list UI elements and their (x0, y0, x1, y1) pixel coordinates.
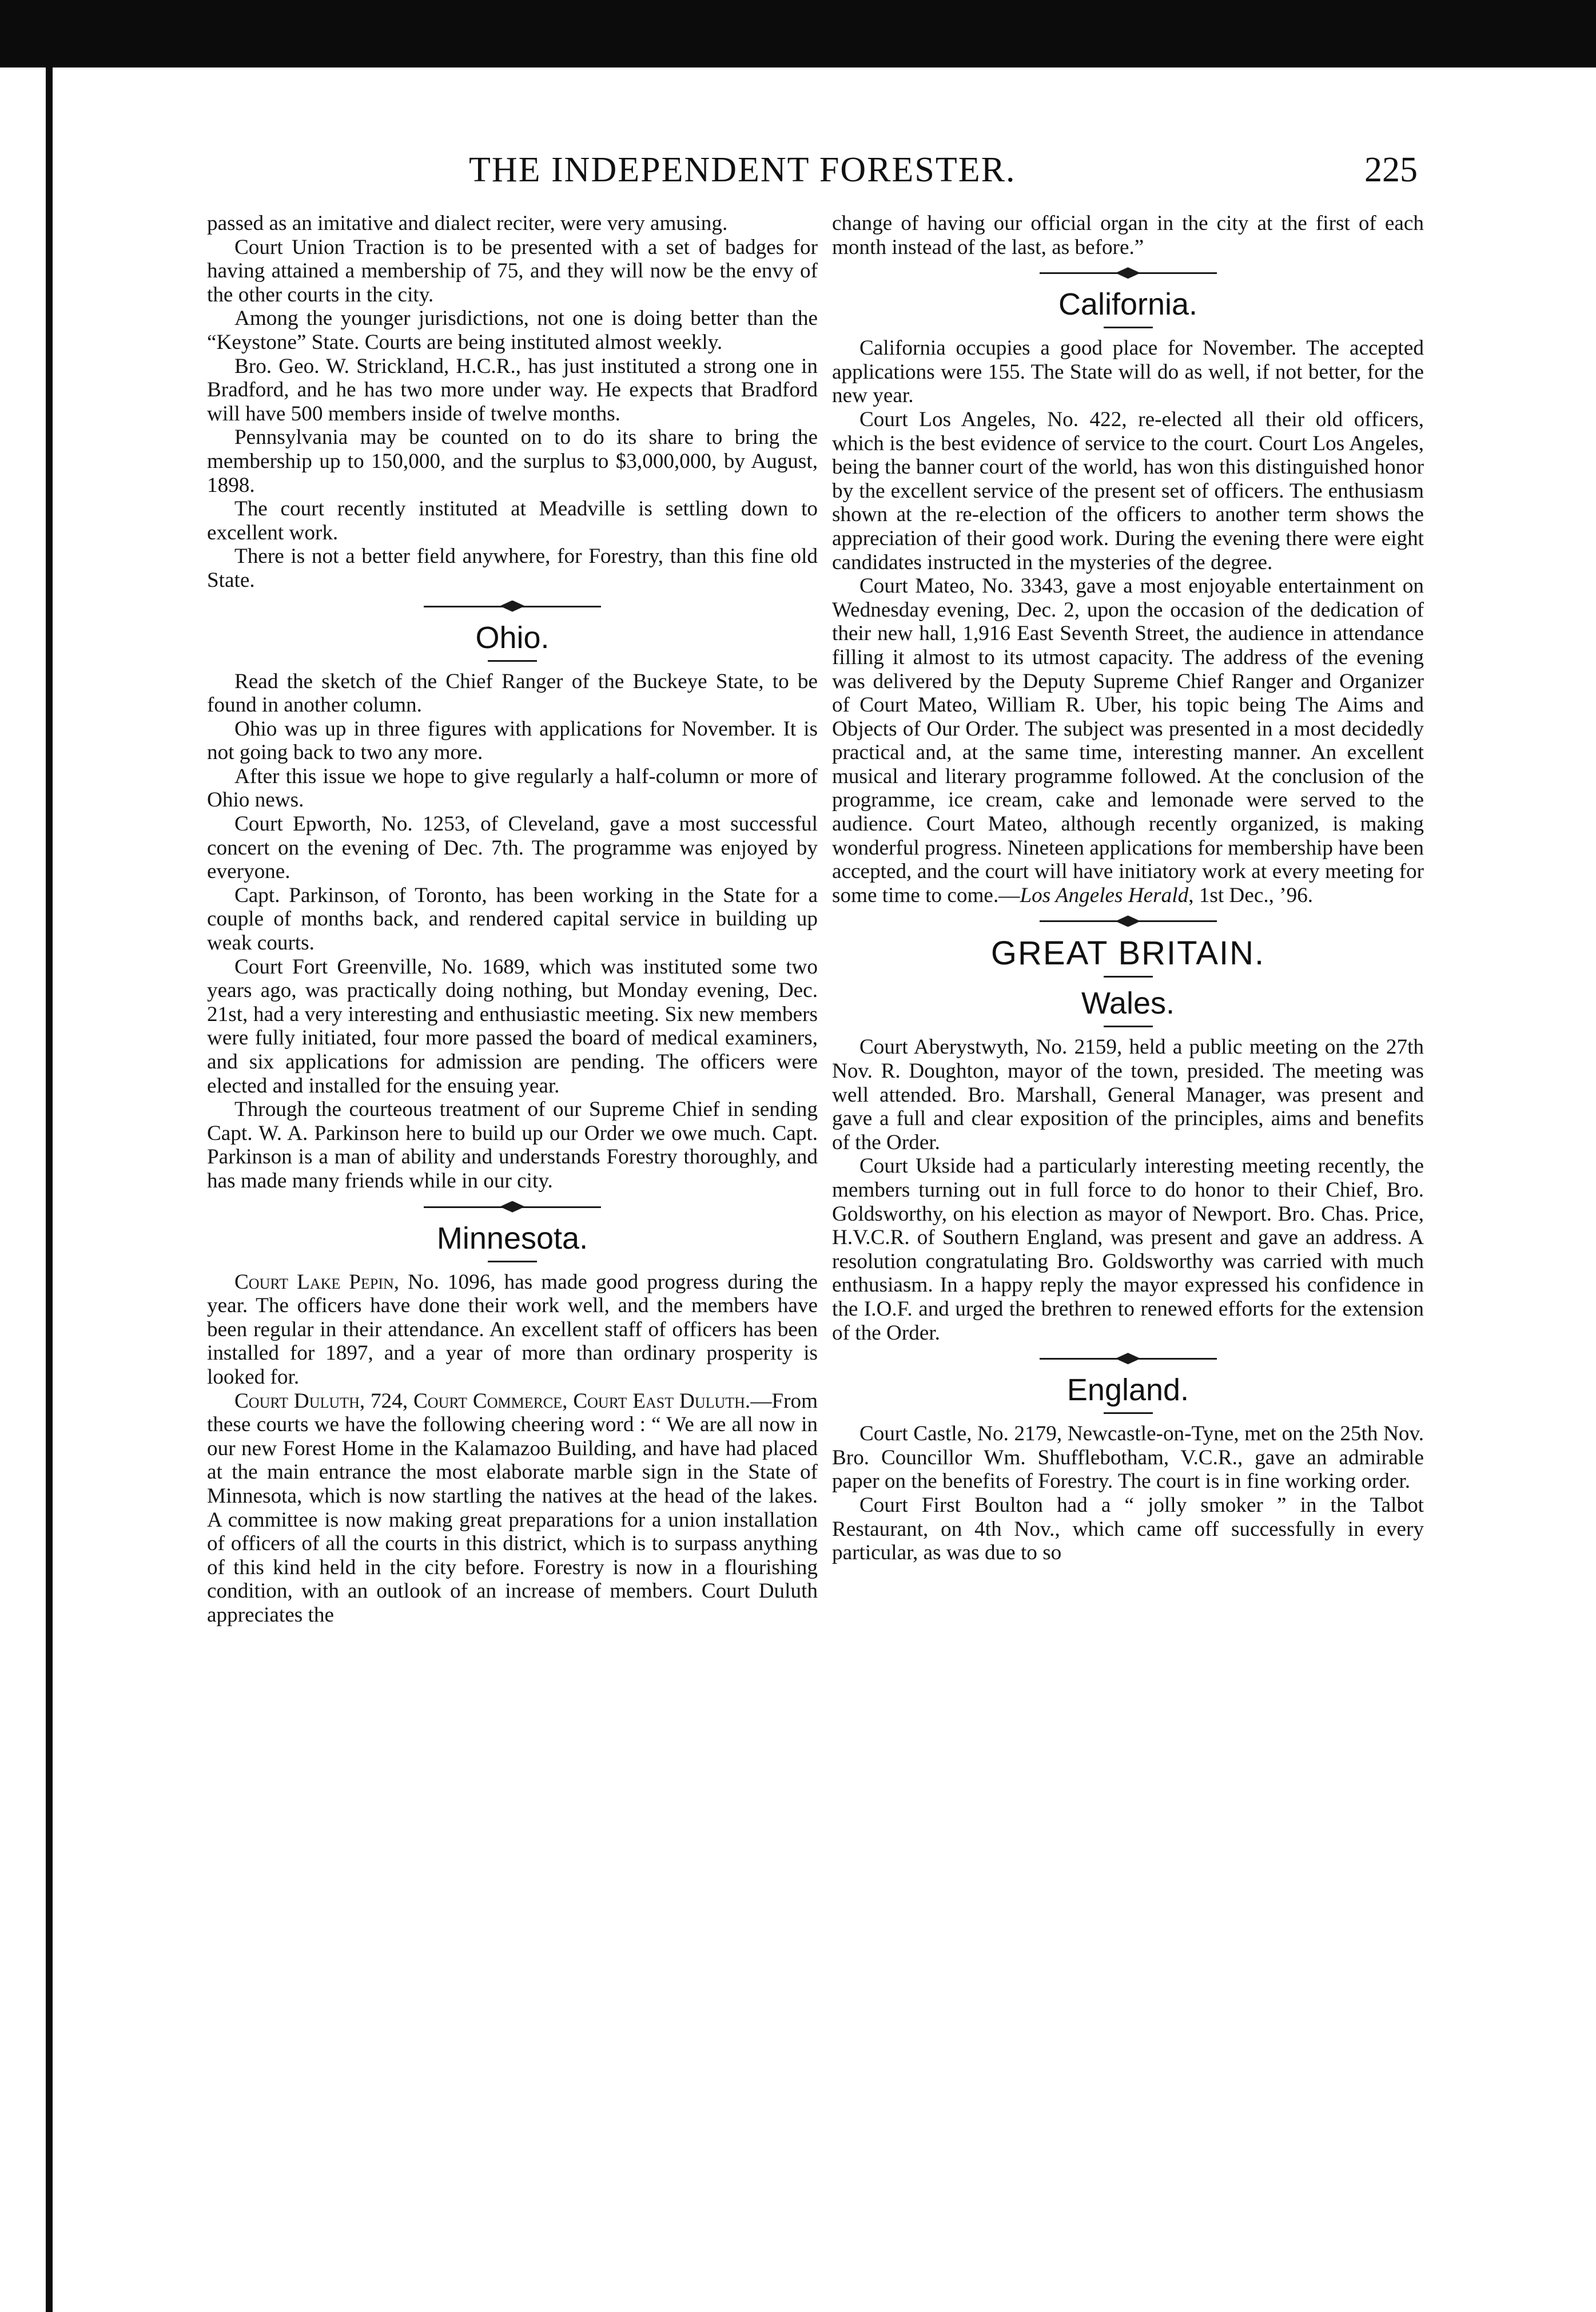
section-divider (424, 597, 601, 615)
paragraph (207, 1270, 818, 1389)
short-rule (1104, 1026, 1153, 1027)
paragraph: Court Union Traction is to be presented with a set of badges for having attained a membership of 75, and they will now be the envy of the other courts in the city. (207, 235, 818, 307)
left-column (207, 212, 818, 2282)
right-column (832, 212, 1424, 2282)
paragraph (832, 574, 1424, 907)
source-citation: Los Angeles Herald (1020, 883, 1189, 907)
paragraph: California occupies a good place for November. The accepted applications were 155. The State will do as well, if not better, for the new year. (832, 336, 1424, 408)
subheading-wales: Wales. (1081, 986, 1175, 1021)
court-name: Court Duluth, 724, Court Commerce, Court East Duluth. (234, 1389, 751, 1413)
paragraph: There is not a better field anywhere, for Forestry, than this fine old State. (207, 545, 818, 592)
short-rule (1104, 1412, 1153, 1414)
paragraph: Bro. Geo. W. Strickland, H.C.R., has just instituted a strong one in Bradford, and he has two more under way. He expects that Bradford will have 500 members inside of twelve months. (207, 354, 818, 426)
section-heading-ohio: Ohio. (475, 620, 550, 655)
section-divider (1040, 264, 1217, 282)
paragraph: Among the younger jurisdictions, not one is doing better than the “Keystone” State. Courts are being instituted almost weekly. (207, 307, 818, 354)
paragraph: Court Ukside had a particularly interesting meeting recently, the members turning out in full force to do honor to their Chief, Bro. Goldsworthy, on his election as mayor of Newport. Bro. Chas. Price, H.V.C.R. of Southern England, was present and gave an address. A resolution congratulating Bro. Goldsworthy was carried with much enthusiasm. In a happy reply the mayor expressed his confidence in the I.O.F. and urged the brethren to renewed efforts for the extension of the Order. (832, 1154, 1424, 1345)
paragraph: The court recently instituted at Meadville is settling down to excellent work. (207, 497, 818, 545)
paragraph: Ohio was up in three figures with applications for November. It is not going back to two any more. (207, 717, 818, 765)
section-heading-california: California. (1058, 287, 1198, 322)
page-number: 225 (1364, 150, 1418, 189)
short-rule (488, 1261, 537, 1262)
paragraph-text: Court Mateo, No. 3343, gave a most enjoyable entertainment on Wednesday evening, Dec. 2, upon the occasion of the dedication of their new hall, 1,916 East Seventh Street, the audience in attendance filling it almost to its utmost capacity. The address of the evening was delivered by the Deputy Supreme Chief Ranger and Organizer of Court Mateo, William R. Uber, his topic being The Aims and Objects of Our Order. The subject was presented in a most decidedly practical and, at the same time, interesting manner. An excellent musical and literary programme followed. At the conclusion of the programme, ice cream, cake and lemonade were served to the audience. Court Mateo, although recently organized, is making wonderful progress. Nineteen applications for membership have been accepted, and the court will have initiatory work at every meeting for some time to come.— (832, 574, 1424, 907)
paragraph: change of having our official organ in the city at the first of each month instead of the last, as before.” (832, 212, 1424, 259)
running-title: THE INDEPENDENT FORESTER. (469, 150, 1016, 189)
paragraph: Court Fort Greenville, No. 1689, which was instituted some two years ago, was practically doing nothing, but Monday evening, Dec. 21st, had a very interesting and enthusiastic meeting. Six new members were fully initiated, four more passed the board of medical examiners, and six applications for admission are pending. The officers were elected and installed for the ensuing year. (207, 955, 818, 1098)
paragraph-text: , No. 1096, has made good progress during the year. The officers have done their work well, and the members have been regular in their attendance. An excellent staff of officers has been installed for 1897, and a year of more than ordinary prosperity is looked for. (207, 1270, 818, 1389)
paragraph-text: —From these courts we have the following cheering word : “ We are all now in our new Forest Home in the Kalamazoo Building, and have had placed at the main entrance the most elaborate marble sign in the State of Minnesota, which is now startling the natives at the head of the lakes. A committee is now making great preparations for a union installation of officers of all the courts in this district, which is to surpass anything of this kind held in the city before. Forestry is now in a flourishing condition, with an outlook of an increase of members. Court Duluth appreciates the (207, 1389, 818, 1627)
section-divider (1040, 912, 1217, 930)
top-black-border (0, 0, 1596, 67)
paragraph: Court Aberystwyth, No. 2159, held a public meeting on the 27th Nov. R. Doughton, mayor of the town, presided. The meeting was well attended. Bro. Marshall, General Manager, was present and gave a full and clear exposition of the principles, aims and benefits of the Order. (832, 1035, 1424, 1154)
paragraph: Pennsylvania may be counted on to do its share to bring the membership up to 150,000, and the surplus to $3,000,000, by August, 1898. (207, 426, 818, 497)
short-rule (1104, 976, 1153, 978)
short-rule (488, 660, 537, 662)
paragraph: Court Los Angeles, No. 422, re-elected all their old officers, which is the best evidence of service to the court. Court Los Angeles, being the banner court of the world, has won this distinguished honor by the excellent service of the present set of officers. The enthusiasm shown at the re-election of the officers to another term shows the appreciation of their good work. During the evening there were eight candidates instructed in the mysteries of the degree. (832, 407, 1424, 574)
short-rule (1104, 327, 1153, 328)
paragraph: Court Epworth, No. 1253, of Cleveland, gave a most successful concert on the evening of Dec. 7th. The programme was enjoyed by everyone. (207, 812, 818, 884)
section-heading-great-britain: GREAT BRITAIN. (990, 935, 1265, 972)
citation-date: , 1st Dec., ’96. (1188, 883, 1314, 907)
paragraph: passed as an imitative and dialect reciter, were very amusing. (207, 212, 728, 235)
court-name: Court Lake Pepin (234, 1270, 394, 1294)
paragraph: Capt. Parkinson, of Toronto, has been working in the State for a couple of months back, and rendered capital service in building up weak courts. (207, 883, 818, 955)
section-divider (1040, 1349, 1217, 1368)
paragraph: Court Castle, No. 2179, Newcastle-on-Tyne, met on the 25th Nov. Bro. Councillor Wm. Shufflebotham, V.C.R., gave an admirable paper on the benefits of Forestry. The court is in fine working order. (832, 1422, 1424, 1493)
section-divider (424, 1198, 601, 1216)
paragraph: Read the sketch of the Chief Ranger of the Buckeye State, to be found in another column. (207, 669, 818, 717)
paragraph: After this issue we hope to give regularly a half-column or more of Ohio news. (207, 764, 818, 812)
left-black-border (46, 57, 53, 2312)
subheading-england: England. (1066, 1373, 1189, 1408)
paragraph (207, 1389, 818, 1627)
paragraph: Through the courteous treatment of our Supreme Chief in sending Capt. W. A. Parkinson here to build up our Order we owe much. Capt. Parkinson is a man of ability and understands Forestry thoroughly, and has made many friends while in our city. (207, 1098, 818, 1193)
section-heading-minnesota: Minnesota. (436, 1221, 588, 1256)
paragraph: Court First Boulton had a “ jolly smoker ” in the Talbot Restaurant, on 4th Nov., which came off successfully in every particular, as was due to so (832, 1493, 1424, 1565)
